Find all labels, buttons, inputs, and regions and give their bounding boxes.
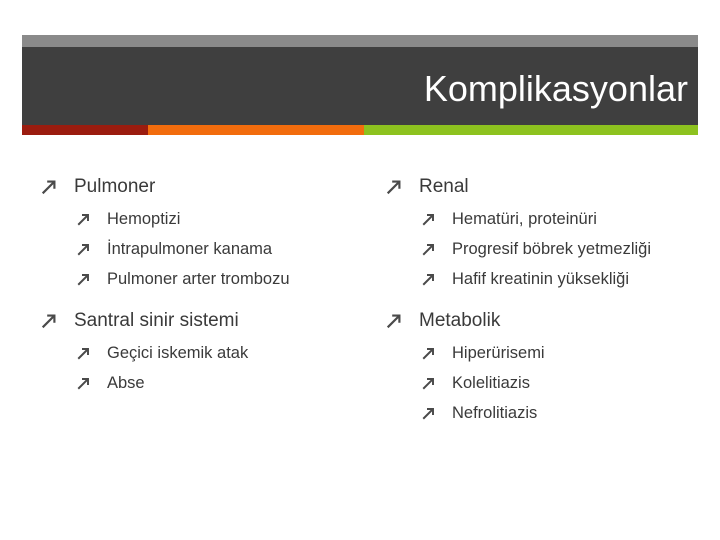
- sub-bullet: [385, 398, 705, 428]
- sub-bullet-list: [40, 204, 360, 294]
- bullet-heading: [40, 306, 360, 336]
- sub-bullet-list: [40, 338, 360, 398]
- accent-segment-red: [22, 125, 148, 135]
- sub-bullet-label: Hafif kreatinin yüksekliği: [452, 269, 629, 288]
- bullet-group: [385, 172, 705, 294]
- bullet-group: [385, 306, 705, 428]
- sub-bullet-list: [385, 338, 705, 428]
- sub-bullet-label: Geçici iskemik atak: [107, 343, 249, 362]
- sub-bullet: [385, 338, 705, 368]
- bullet-heading: [385, 306, 705, 336]
- diagonal-arrow-icon: [40, 312, 58, 330]
- slide-title: Komplikasyonlar: [423, 68, 688, 109]
- bullet-group: [40, 172, 360, 294]
- diagonal-arrow-icon: [421, 406, 436, 421]
- sub-bullet-label: Nefrolitiazis: [452, 403, 538, 422]
- bullet-heading-label: Renal: [419, 176, 469, 197]
- sub-bullet-label: Hematüri, proteinüri: [452, 209, 597, 228]
- title-bar: [22, 47, 698, 125]
- diagonal-arrow-icon: [421, 376, 436, 391]
- sub-bullet: [385, 368, 705, 398]
- sub-bullet-label: Hemoptizi: [107, 209, 181, 228]
- accent-segment-orange: [148, 125, 364, 135]
- sub-bullet-label: Hiperürisemi: [452, 343, 545, 362]
- sub-bullet: [40, 264, 360, 294]
- sub-bullet: [385, 234, 705, 264]
- bullet-heading-label: Pulmoner: [74, 176, 156, 197]
- sub-bullet: [385, 204, 705, 234]
- bullet-group: [40, 306, 360, 398]
- sub-bullet-label: Kolelitiazis: [452, 373, 530, 392]
- bullet-heading-label: Metabolik: [419, 310, 501, 331]
- diagonal-arrow-icon: [421, 242, 436, 257]
- sub-bullet: [40, 368, 360, 398]
- diagonal-arrow-icon: [385, 178, 403, 196]
- diagonal-arrow-icon: [40, 178, 58, 196]
- sub-bullet: [40, 338, 360, 368]
- sub-bullet: [40, 204, 360, 234]
- diagonal-arrow-icon: [76, 272, 91, 287]
- left-column: [40, 172, 360, 410]
- bullet-heading-label: Santral sinir sistemi: [74, 310, 239, 331]
- diagonal-arrow-icon: [421, 212, 436, 227]
- diagonal-arrow-icon: [421, 346, 436, 361]
- right-column: [385, 172, 705, 440]
- diagonal-arrow-icon: [421, 272, 436, 287]
- sub-bullet-label: Abse: [107, 373, 145, 392]
- sub-bullet-label: İntrapulmoner kanama: [107, 239, 273, 258]
- diagonal-arrow-icon: [76, 212, 91, 227]
- title-bar-top-strip: [22, 35, 698, 47]
- sub-bullet: [40, 234, 360, 264]
- accent-strip: [22, 125, 698, 135]
- sub-bullet-label: Pulmoner arter trombozu: [107, 269, 290, 288]
- sub-bullet: [385, 264, 705, 294]
- sub-bullet-list: [385, 204, 705, 294]
- sub-bullet-label: Progresif böbrek yetmezliği: [452, 239, 651, 258]
- diagonal-arrow-icon: [76, 346, 91, 361]
- diagonal-arrow-icon: [76, 242, 91, 257]
- diagonal-arrow-icon: [76, 376, 91, 391]
- bullet-heading: [385, 172, 705, 202]
- accent-segment-green: [364, 125, 698, 135]
- diagonal-arrow-icon: [385, 312, 403, 330]
- bullet-heading: [40, 172, 360, 202]
